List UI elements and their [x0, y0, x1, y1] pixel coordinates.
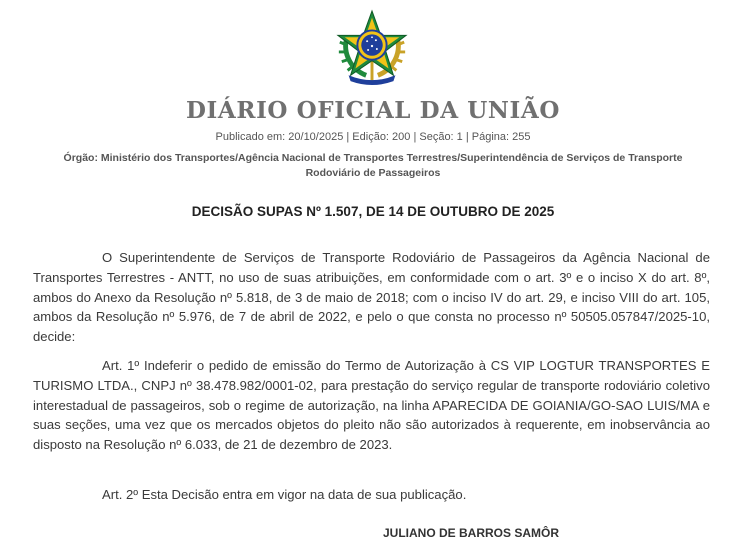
- masthead-title: DIÁRIO OFICIAL DA UNIÃO: [186, 97, 560, 124]
- document-title: DECISÃO SUPAS Nº 1.507, DE 14 DE OUTUBRO DE 2025: [191, 204, 555, 219]
- signature-name: JULIANO DE BARROS SAMÔR: [383, 526, 560, 540]
- preamble-paragraph: O Superintendente de Serviços de Transporte Rodoviário de Passageiros da Agência Nacional de Transportes Terrestres - ANTT, no uso de suas atribuições, em conformidade com o art. 3º e o inciso X do art. 8º, ambos do Anexo da Resolução nº 5.818, de 3 de maio de 2018; com o inciso IV do art. 29, e inciso VIII do art. 105, ambos da Resolução nº 5.976, de 7 de abril de 2022, e pelo o que consta no processo nº 50505.057847/2025-10, decide:: [33, 250, 710, 345]
- orgao-line: Órgão: Ministério dos Transportes/Agência Nacional de Transportes Terrestres/Superintendência de Serviços de Transporte Rodoviário de Passageiros: [63, 152, 683, 179]
- publication-info: Publicado em: 20/10/2025 | Edição: 200 | Seção: 1 | Página: 255: [215, 131, 531, 143]
- article-1-paragraph: Art. 1º Indeferir o pedido de emissão do Termo de Autorização à CS VIP LOGTUR TRANSPORTES E TURISMO LTDA., CNPJ nº 38.478.982/0001-02, para prestação do serviço regular de transporte rodoviário coletivo interestadual de passageiros, sob o regime de autorização, na linha APARECIDA DE GOIANIA/GO-SAO LUIS/MA e suas seções, uma vez que os mercados objetos do pleito não são autorizados à requerente, em inobservância ao disposto na Resolução nº 6.033, de 21 de dezembro de 2023.: [33, 358, 710, 453]
- article-2-paragraph: Art. 2º Esta Decisão entra em vigor na data de sua publicação.: [102, 487, 467, 502]
- brazil-coat-of-arms-icon: [333, 8, 411, 88]
